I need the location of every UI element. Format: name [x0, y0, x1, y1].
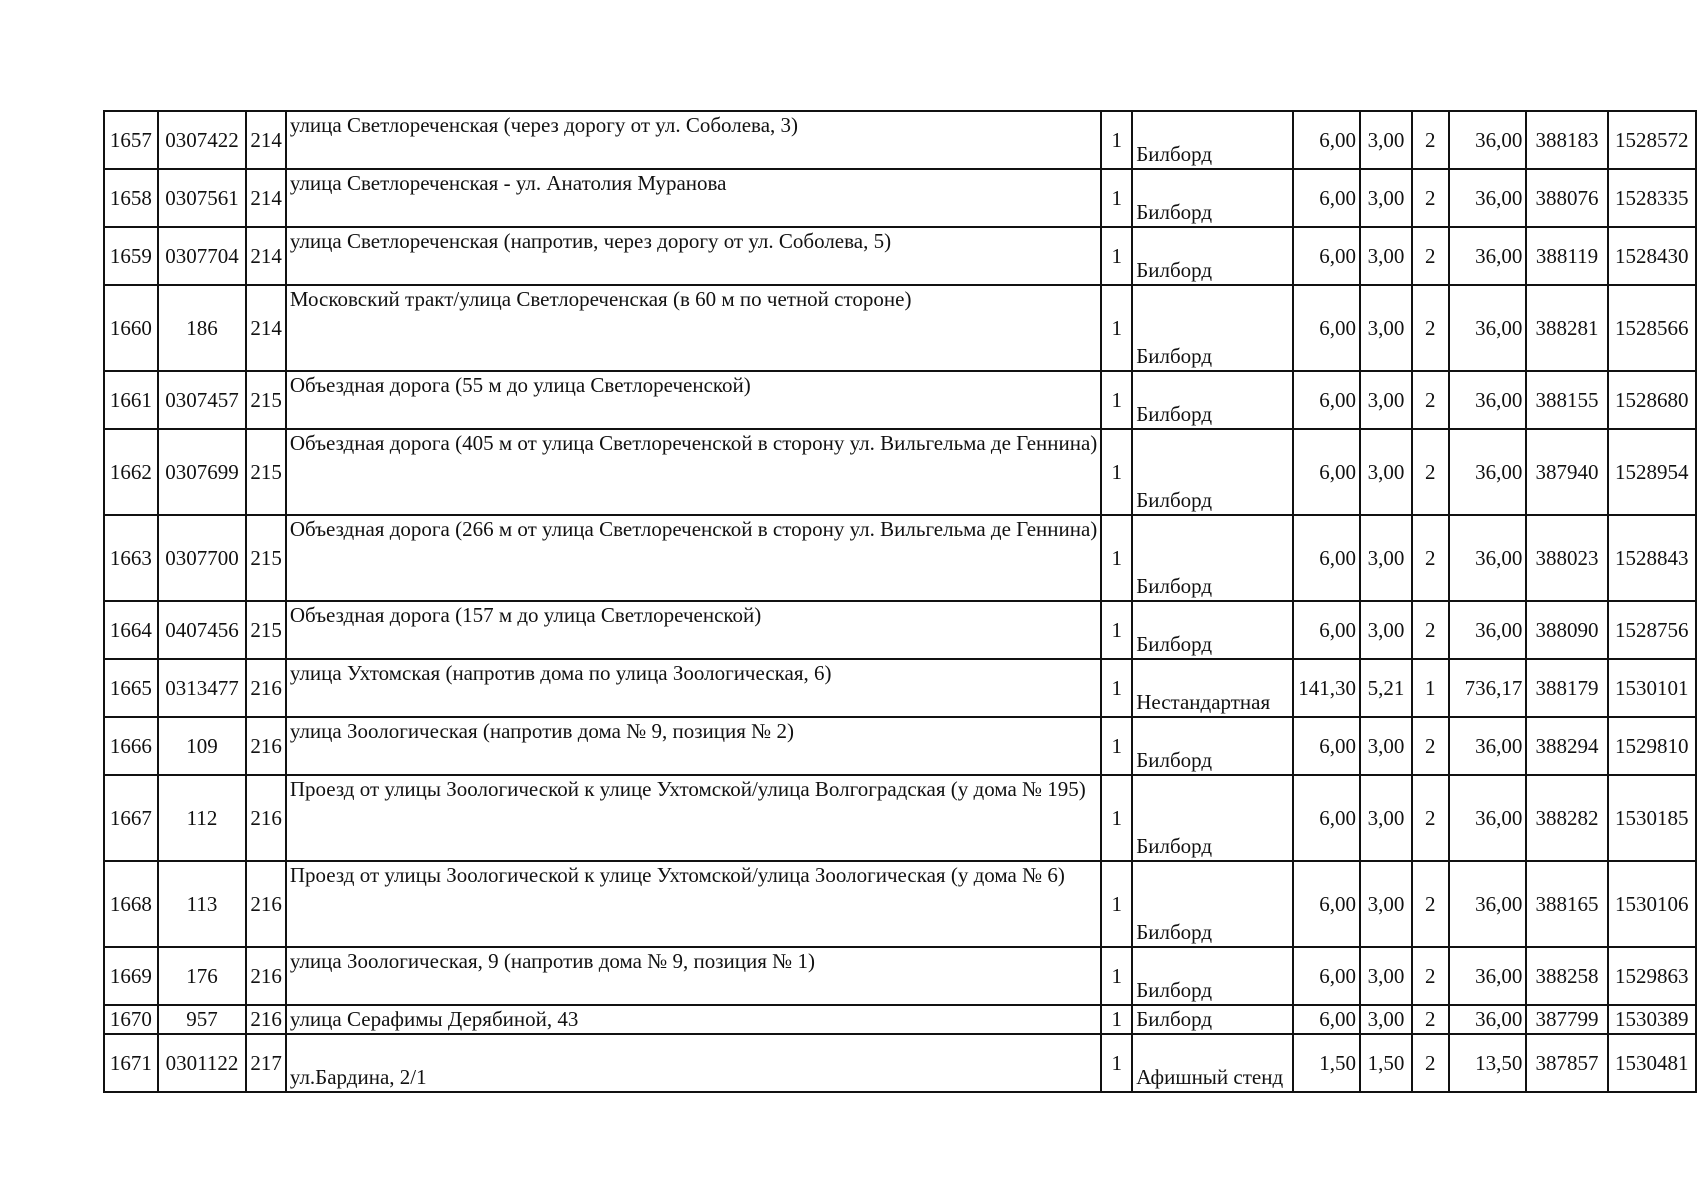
coord-x-cell: 388090	[1526, 601, 1607, 659]
structure-type-cell: Билборд	[1132, 775, 1292, 861]
quantity-cell: 1	[1101, 601, 1132, 659]
area-cell: 36,00	[1449, 601, 1527, 659]
structure-code: 112	[158, 775, 247, 861]
zone-number: 214	[246, 169, 286, 227]
structure-code: 0307704	[158, 227, 247, 285]
width-cell: 6,00	[1293, 429, 1360, 515]
width-cell: 6,00	[1293, 717, 1360, 775]
coord-x-cell: 388023	[1526, 515, 1607, 601]
coord-x-cell: 387857	[1526, 1034, 1607, 1092]
width-cell: 6,00	[1293, 371, 1360, 429]
height-cell: 3,00	[1360, 947, 1412, 1005]
height-cell: 3,00	[1360, 285, 1412, 371]
table-row	[104, 947, 1696, 1005]
row-number: 1660	[104, 285, 158, 371]
structure-type-cell: Билборд	[1132, 285, 1292, 371]
zone-number: 216	[246, 717, 286, 775]
coord-y-cell: 1529863	[1608, 947, 1696, 1005]
coord-x-cell: 388258	[1526, 947, 1607, 1005]
structure-type-cell: Билборд	[1132, 227, 1292, 285]
coord-x-cell: 388155	[1526, 371, 1607, 429]
area-cell: 36,00	[1449, 111, 1527, 169]
width-cell: 6,00	[1293, 227, 1360, 285]
quantity-cell: 1	[1101, 111, 1132, 169]
structure-code: 0407456	[158, 601, 247, 659]
coord-y-cell: 1528572	[1608, 111, 1696, 169]
width-cell: 141,30	[1293, 659, 1360, 717]
structure-type-cell: Нестандартная	[1132, 659, 1292, 717]
zone-number: 216	[246, 659, 286, 717]
area-cell: 736,17	[1449, 659, 1527, 717]
row-number: 1661	[104, 371, 158, 429]
address-cell: улица Зоологическая, 9 (напротив дома № 9, позиция № 1)	[286, 947, 1101, 1005]
coord-x-cell: 388076	[1526, 169, 1607, 227]
row-number: 1662	[104, 429, 158, 515]
sides-cell: 2	[1412, 717, 1449, 775]
address-cell: Проезд от улицы Зоологической к улице Ухтомской/улица Зоологическая (у дома № 6)	[286, 861, 1101, 947]
structure-type-cell: Билборд	[1132, 947, 1292, 1005]
sides-cell: 2	[1412, 111, 1449, 169]
row-number: 1667	[104, 775, 158, 861]
sides-cell: 1	[1412, 659, 1449, 717]
row-number: 1665	[104, 659, 158, 717]
height-cell: 3,00	[1360, 717, 1412, 775]
structure-type-cell: Билборд	[1132, 601, 1292, 659]
structure-code: 0301122	[158, 1034, 247, 1092]
address-cell: Объездная дорога (266 м от улица Светлореченской в сторону ул. Вильгельма де Геннина)	[286, 515, 1101, 601]
row-number: 1668	[104, 861, 158, 947]
width-cell: 6,00	[1293, 1005, 1360, 1034]
zone-number: 215	[246, 601, 286, 659]
structure-code: 0307699	[158, 429, 247, 515]
coord-y-cell: 1530185	[1608, 775, 1696, 861]
coord-y-cell: 1528756	[1608, 601, 1696, 659]
row-number: 1671	[104, 1034, 158, 1092]
address-cell: Московский тракт/улица Светлореченская (в 60 м по четной стороне)	[286, 285, 1101, 371]
row-number: 1664	[104, 601, 158, 659]
width-cell: 6,00	[1293, 601, 1360, 659]
table-row	[104, 775, 1696, 861]
table-row	[104, 285, 1696, 371]
structure-type-cell: Афишный стенд	[1132, 1034, 1292, 1092]
address-cell: улица Светлореченская (через дорогу от ул. Соболева, 3)	[286, 111, 1101, 169]
zone-number: 217	[246, 1034, 286, 1092]
table-row	[104, 429, 1696, 515]
area-cell: 36,00	[1449, 861, 1527, 947]
structure-code: 0313477	[158, 659, 247, 717]
quantity-cell: 1	[1101, 947, 1132, 1005]
row-number: 1670	[104, 1005, 158, 1034]
row-number: 1669	[104, 947, 158, 1005]
zone-number: 214	[246, 111, 286, 169]
structure-code: 0307457	[158, 371, 247, 429]
structure-code: 0307700	[158, 515, 247, 601]
sides-cell: 2	[1412, 947, 1449, 1005]
structure-code: 109	[158, 717, 247, 775]
quantity-cell: 1	[1101, 659, 1132, 717]
table-row	[104, 371, 1696, 429]
structure-code: 186	[158, 285, 247, 371]
coord-y-cell: 1528843	[1608, 515, 1696, 601]
area-cell: 36,00	[1449, 285, 1527, 371]
zone-number: 216	[246, 861, 286, 947]
structure-type-cell: Билборд	[1132, 861, 1292, 947]
coord-y-cell: 1528335	[1608, 169, 1696, 227]
sides-cell: 2	[1412, 861, 1449, 947]
height-cell: 3,00	[1360, 601, 1412, 659]
coord-x-cell: 387799	[1526, 1005, 1607, 1034]
quantity-cell: 1	[1101, 371, 1132, 429]
sides-cell: 2	[1412, 169, 1449, 227]
table-row	[104, 1005, 1696, 1034]
area-cell: 36,00	[1449, 169, 1527, 227]
structure-code: 113	[158, 861, 247, 947]
height-cell: 3,00	[1360, 169, 1412, 227]
zone-number: 214	[246, 285, 286, 371]
sides-cell: 2	[1412, 227, 1449, 285]
coord-x-cell: 388281	[1526, 285, 1607, 371]
sides-cell: 2	[1412, 775, 1449, 861]
area-cell: 36,00	[1449, 227, 1527, 285]
area-cell: 13,50	[1449, 1034, 1527, 1092]
height-cell: 3,00	[1360, 227, 1412, 285]
structure-code: 0307561	[158, 169, 247, 227]
sides-cell: 2	[1412, 285, 1449, 371]
structure-type-cell: Билборд	[1132, 169, 1292, 227]
width-cell: 1,50	[1293, 1034, 1360, 1092]
area-cell: 36,00	[1449, 947, 1527, 1005]
width-cell: 6,00	[1293, 169, 1360, 227]
table-row	[104, 861, 1696, 947]
height-cell: 3,00	[1360, 861, 1412, 947]
height-cell: 3,00	[1360, 1005, 1412, 1034]
table-row	[104, 601, 1696, 659]
zone-number: 216	[246, 1005, 286, 1034]
address-cell: улица Ухтомская (напротив дома по улица Зоологическая, 6)	[286, 659, 1101, 717]
table-body	[104, 111, 1696, 1092]
sides-cell: 2	[1412, 371, 1449, 429]
width-cell: 6,00	[1293, 111, 1360, 169]
area-cell: 36,00	[1449, 371, 1527, 429]
quantity-cell: 1	[1101, 717, 1132, 775]
address-cell: улица Светлореченская (напротив, через дорогу от ул. Соболева, 5)	[286, 227, 1101, 285]
height-cell: 3,00	[1360, 371, 1412, 429]
coord-x-cell: 388165	[1526, 861, 1607, 947]
width-cell: 6,00	[1293, 947, 1360, 1005]
table-row	[104, 515, 1696, 601]
structure-type-cell: Билборд	[1132, 717, 1292, 775]
height-cell: 3,00	[1360, 429, 1412, 515]
structure-type-cell: Билборд	[1132, 515, 1292, 601]
area-cell: 36,00	[1449, 775, 1527, 861]
table-row	[104, 111, 1696, 169]
coord-x-cell: 388119	[1526, 227, 1607, 285]
row-number: 1663	[104, 515, 158, 601]
address-cell: Объездная дорога (405 м от улица Светлореченской в сторону ул. Вильгельма де Геннина)	[286, 429, 1101, 515]
address-cell: Проезд от улицы Зоологической к улице Ухтомской/улица Волгоградская (у дома № 195)	[286, 775, 1101, 861]
zone-number: 215	[246, 515, 286, 601]
coord-y-cell: 1528954	[1608, 429, 1696, 515]
table-row	[104, 227, 1696, 285]
width-cell: 6,00	[1293, 861, 1360, 947]
coord-x-cell: 388282	[1526, 775, 1607, 861]
width-cell: 6,00	[1293, 515, 1360, 601]
table-row	[104, 659, 1696, 717]
structure-type-cell: Билборд	[1132, 371, 1292, 429]
coord-x-cell: 388179	[1526, 659, 1607, 717]
area-cell: 36,00	[1449, 1005, 1527, 1034]
row-number: 1658	[104, 169, 158, 227]
coord-y-cell: 1528566	[1608, 285, 1696, 371]
zone-number: 215	[246, 371, 286, 429]
coord-x-cell: 388294	[1526, 717, 1607, 775]
quantity-cell: 1	[1101, 861, 1132, 947]
coord-x-cell: 388183	[1526, 111, 1607, 169]
quantity-cell: 1	[1101, 1034, 1132, 1092]
address-cell: ул.Бардина, 2/1	[286, 1034, 1101, 1092]
area-cell: 36,00	[1449, 515, 1527, 601]
sides-cell: 2	[1412, 601, 1449, 659]
row-number: 1657	[104, 111, 158, 169]
table-row	[104, 169, 1696, 227]
address-cell: Объездная дорога (157 м до улица Светлореченской)	[286, 601, 1101, 659]
structure-code: 0307422	[158, 111, 247, 169]
area-cell: 36,00	[1449, 717, 1527, 775]
coord-y-cell: 1530481	[1608, 1034, 1696, 1092]
quantity-cell: 1	[1101, 227, 1132, 285]
zone-number: 214	[246, 227, 286, 285]
advertising-structures-table	[103, 110, 1697, 1093]
height-cell: 1,50	[1360, 1034, 1412, 1092]
structure-type-cell: Билборд	[1132, 429, 1292, 515]
address-cell: улица Серафимы Дерябиной, 43	[286, 1005, 1101, 1034]
sides-cell: 2	[1412, 1005, 1449, 1034]
structure-code: 957	[158, 1005, 247, 1034]
coord-x-cell: 387940	[1526, 429, 1607, 515]
coord-y-cell: 1530106	[1608, 861, 1696, 947]
row-number: 1659	[104, 227, 158, 285]
zone-number: 215	[246, 429, 286, 515]
table-row	[104, 1034, 1696, 1092]
quantity-cell: 1	[1101, 429, 1132, 515]
height-cell: 3,00	[1360, 775, 1412, 861]
width-cell: 6,00	[1293, 775, 1360, 861]
quantity-cell: 1	[1101, 775, 1132, 861]
sides-cell: 2	[1412, 429, 1449, 515]
quantity-cell: 1	[1101, 515, 1132, 601]
quantity-cell: 1	[1101, 285, 1132, 371]
structure-type-cell: Билборд	[1132, 1005, 1292, 1034]
height-cell: 3,00	[1360, 515, 1412, 601]
coord-y-cell: 1528680	[1608, 371, 1696, 429]
width-cell: 6,00	[1293, 285, 1360, 371]
coord-y-cell: 1529810	[1608, 717, 1696, 775]
height-cell: 5,21	[1360, 659, 1412, 717]
coord-y-cell: 1530389	[1608, 1005, 1696, 1034]
sides-cell: 2	[1412, 515, 1449, 601]
zone-number: 216	[246, 947, 286, 1005]
area-cell: 36,00	[1449, 429, 1527, 515]
quantity-cell: 1	[1101, 169, 1132, 227]
table-row	[104, 717, 1696, 775]
row-number: 1666	[104, 717, 158, 775]
quantity-cell: 1	[1101, 1005, 1132, 1034]
address-cell: Объездная дорога (55 м до улица Светлореченской)	[286, 371, 1101, 429]
structure-type-cell: Билборд	[1132, 111, 1292, 169]
height-cell: 3,00	[1360, 111, 1412, 169]
address-cell: улица Зоологическая (напротив дома № 9, позиция № 2)	[286, 717, 1101, 775]
coord-y-cell: 1528430	[1608, 227, 1696, 285]
zone-number: 216	[246, 775, 286, 861]
structure-code: 176	[158, 947, 247, 1005]
coord-y-cell: 1530101	[1608, 659, 1696, 717]
sides-cell: 2	[1412, 1034, 1449, 1092]
address-cell: улица Светлореченская - ул. Анатолия Муранова	[286, 169, 1101, 227]
